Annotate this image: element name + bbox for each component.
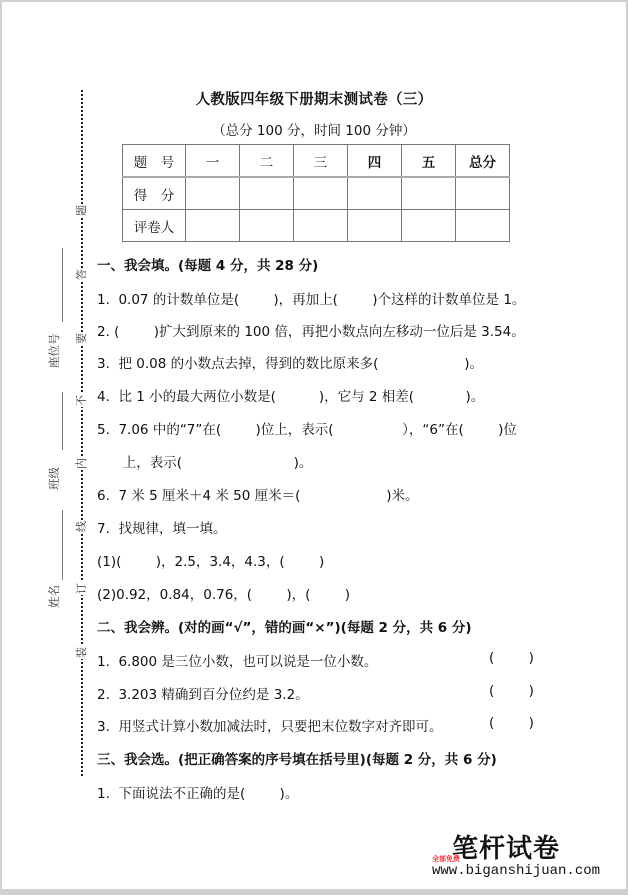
question: 1. 6.800 是三位小数，也可以说是一位小数。 (97, 654, 378, 670)
header-cell: 总分 (456, 145, 510, 178)
row-label: 评卷人 (123, 210, 186, 242)
seat-number-field[interactable] (62, 248, 63, 322)
score-table (122, 144, 510, 242)
class-label: 班级 (47, 467, 61, 490)
question: 7. 找规律，填一填。 (97, 521, 227, 537)
score-cell[interactable] (402, 177, 456, 210)
seat-number-label: 座位号 (47, 333, 61, 368)
score-cell[interactable] (348, 177, 402, 210)
score-cell[interactable] (294, 177, 348, 210)
name-field[interactable] (62, 510, 63, 580)
binding-char: 内 (75, 458, 88, 469)
sub-question: (2)0.92，0.84，0.76，( )，( ) (97, 587, 351, 603)
row-label: 得 分 (123, 177, 186, 210)
binding-char: 答 (75, 269, 88, 280)
score-cell[interactable] (186, 177, 240, 210)
binding-char: 不 (75, 395, 88, 406)
question: 2. 3.203 精确到百分位约是 3.2。 (97, 687, 309, 703)
score-row (123, 177, 510, 210)
name-label: 姓名 (47, 585, 61, 608)
score-cell[interactable] (240, 177, 294, 210)
sub-question: (1)( )，2.5，3.4，4.3，( ) (97, 554, 325, 570)
exam-page (2, 2, 626, 889)
header-cell: 二 (240, 145, 294, 178)
watermark-url: www.biganshijuan.com (432, 863, 601, 879)
grader-cell[interactable] (240, 210, 294, 242)
binding-char: 装 (75, 647, 88, 658)
exam-title: 人教版四年级下册期末测试卷（三） (195, 92, 433, 108)
exam-subtitle: （总分 100 分，时间 100 分钟） (212, 123, 416, 139)
question: 6. 7 米 5 厘米＋4 米 50 厘米＝( )米。 (97, 488, 419, 504)
grader-cell[interactable] (402, 210, 456, 242)
question: 2. ( )扩大到原来的 100 倍，再把小数点向左移动一位后是 3.54。 (97, 324, 525, 340)
question: 1. 0.07 的计数单位是( )，再加上( )个这样的计数单位是 1。 (97, 292, 526, 308)
header-cell: 一 (186, 145, 240, 178)
binding-char: 要 (75, 333, 88, 344)
score-cell[interactable] (456, 177, 510, 210)
watermark-tag: 全部免费 (432, 855, 460, 863)
grader-cell[interactable] (294, 210, 348, 242)
question-continued: 上，表示( )。 (97, 455, 313, 471)
score-table-header-row (123, 145, 510, 178)
question: 3. 用竖式计算小数加减法时，只要把末位数字对齐即可。 (97, 719, 443, 735)
grader-cell[interactable] (186, 210, 240, 242)
header-cell: 四 (348, 145, 402, 178)
header-cell: 五 (402, 145, 456, 178)
binding-char: 订 (75, 583, 88, 594)
binding-char: 线 (75, 521, 88, 532)
question: 5. 7.06 中的“7”在( )位上，表示( ），“6”在( )位 (97, 422, 517, 438)
answer-bracket[interactable]: ( ) (489, 650, 534, 666)
header-cell: 三 (294, 145, 348, 178)
binding-dotted-line (81, 90, 83, 776)
section-heading-judge: 二、我会辨。(对的画“√”，错的画“×”)(每题 2 分，共 6 分) (97, 620, 472, 636)
question: 1. 下面说法不正确的是( )。 (97, 786, 299, 802)
grader-row (123, 210, 510, 242)
question: 3. 把 0.08 的小数点去掉，得到的数比原来多( )。 (97, 356, 483, 372)
grader-cell[interactable] (456, 210, 510, 242)
answer-bracket[interactable]: ( ) (489, 715, 534, 731)
answer-bracket[interactable]: ( ) (489, 683, 534, 699)
section-heading-fill: 一、我会填。(每题 4 分，共 28 分) (97, 258, 319, 274)
binding-char: 题 (75, 205, 88, 216)
watermark-brand: 笔杆试卷 (452, 834, 561, 864)
grader-cell[interactable] (348, 210, 402, 242)
section-heading-choose: 三、我会选。(把正确答案的序号填在括号里)(每题 2 分，共 6 分) (97, 752, 497, 768)
header-cell: 题 号 (123, 145, 186, 178)
class-field[interactable] (62, 392, 63, 450)
question: 4. 比 1 小的最大两位小数是( )，它与 2 相差( )。 (97, 389, 485, 405)
